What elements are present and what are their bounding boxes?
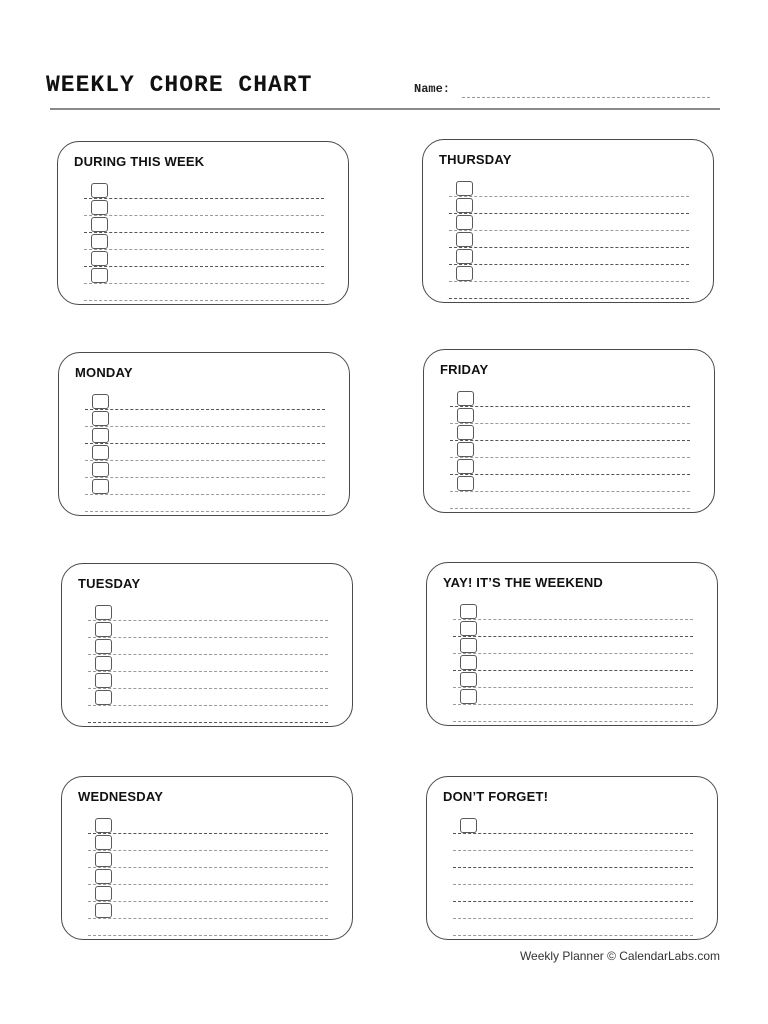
header-divider: [50, 108, 720, 110]
card-during-this-week: [57, 141, 349, 305]
chore-line[interactable]: [88, 654, 328, 655]
chore-line[interactable]: [453, 687, 693, 688]
chore-line[interactable]: [453, 884, 693, 885]
chore-checkbox[interactable]: [460, 621, 477, 636]
chore-checkbox[interactable]: [92, 394, 109, 409]
chore-checkbox[interactable]: [95, 656, 112, 671]
chore-line[interactable]: [84, 266, 324, 267]
chore-line[interactable]: [453, 653, 693, 654]
chore-checkbox[interactable]: [95, 835, 112, 850]
chore-line[interactable]: [85, 494, 325, 495]
chore-line[interactable]: [453, 918, 693, 919]
chore-line[interactable]: [84, 249, 324, 250]
chore-checkbox[interactable]: [457, 391, 474, 406]
chore-checkbox[interactable]: [460, 689, 477, 704]
chore-line[interactable]: [88, 722, 328, 723]
chore-checkbox[interactable]: [460, 638, 477, 653]
chore-checkbox[interactable]: [91, 234, 108, 249]
chore-line[interactable]: [88, 918, 328, 919]
card-title-tuesday: TUESDAY: [78, 576, 141, 591]
chore-checkbox[interactable]: [460, 818, 477, 833]
chore-line[interactable]: [453, 850, 693, 851]
chore-checkbox[interactable]: [460, 655, 477, 670]
chore-line[interactable]: [85, 477, 325, 478]
chore-line[interactable]: [84, 232, 324, 233]
chore-line[interactable]: [453, 901, 693, 902]
chore-checkbox[interactable]: [95, 869, 112, 884]
chore-checkbox[interactable]: [456, 215, 473, 230]
chore-line[interactable]: [88, 867, 328, 868]
chore-line[interactable]: [85, 426, 325, 427]
chore-line[interactable]: [84, 215, 324, 216]
chore-checkbox[interactable]: [95, 886, 112, 901]
chore-line[interactable]: [453, 619, 693, 620]
chore-line[interactable]: [450, 474, 690, 475]
name-input-line[interactable]: [462, 97, 710, 98]
chore-checkbox[interactable]: [456, 181, 473, 196]
chore-checkbox[interactable]: [95, 852, 112, 867]
card-title-thursday: THURSDAY: [439, 152, 512, 167]
chore-checkbox[interactable]: [457, 408, 474, 423]
chore-line[interactable]: [450, 457, 690, 458]
chore-line[interactable]: [453, 833, 693, 834]
chore-checkbox[interactable]: [457, 459, 474, 474]
chore-line[interactable]: [453, 867, 693, 868]
card-tuesday: [61, 563, 353, 727]
chore-line[interactable]: [88, 833, 328, 834]
chore-checkbox[interactable]: [457, 476, 474, 491]
card-thursday: [422, 139, 714, 303]
chore-checkbox[interactable]: [92, 479, 109, 494]
chore-line[interactable]: [88, 620, 328, 621]
chore-line[interactable]: [84, 198, 324, 199]
chore-checkbox[interactable]: [91, 200, 108, 215]
chore-line[interactable]: [453, 636, 693, 637]
chore-line[interactable]: [85, 443, 325, 444]
chore-line[interactable]: [88, 671, 328, 672]
chore-line[interactable]: [449, 213, 689, 214]
chore-line[interactable]: [450, 440, 690, 441]
chore-checkbox[interactable]: [91, 268, 108, 283]
chore-line[interactable]: [88, 884, 328, 885]
chore-checkbox[interactable]: [95, 690, 112, 705]
chore-checkbox[interactable]: [92, 445, 109, 460]
chore-checkbox[interactable]: [95, 673, 112, 688]
chore-checkbox[interactable]: [91, 251, 108, 266]
chore-line[interactable]: [450, 491, 690, 492]
chore-line[interactable]: [449, 247, 689, 248]
card-title-weekend: YAY! IT’S THE WEEKEND: [443, 575, 603, 590]
chore-line[interactable]: [450, 406, 690, 407]
chore-line[interactable]: [450, 423, 690, 424]
chore-checkbox[interactable]: [95, 903, 112, 918]
chore-checkbox[interactable]: [457, 425, 474, 440]
card-monday: [58, 352, 350, 516]
chore-checkbox[interactable]: [456, 249, 473, 264]
chore-line[interactable]: [85, 511, 325, 512]
chore-line[interactable]: [88, 850, 328, 851]
chore-checkbox[interactable]: [460, 672, 477, 687]
card-friday: [423, 349, 715, 513]
chore-checkbox[interactable]: [95, 639, 112, 654]
chore-line[interactable]: [85, 460, 325, 461]
chore-checkbox[interactable]: [95, 622, 112, 637]
chore-checkbox[interactable]: [460, 604, 477, 619]
chore-line[interactable]: [449, 264, 689, 265]
card-title-during-this-week: DURING THIS WEEK: [74, 154, 205, 169]
chore-line[interactable]: [88, 705, 328, 706]
chore-checkbox[interactable]: [456, 266, 473, 281]
card-title-wednesday: WEDNESDAY: [78, 789, 164, 804]
card-wednesday: [61, 776, 353, 940]
chore-line[interactable]: [450, 508, 690, 509]
card-title-dont-forget: DON’T FORGET!: [443, 789, 549, 804]
chore-line[interactable]: [449, 298, 689, 299]
chore-line[interactable]: [449, 196, 689, 197]
chore-checkbox[interactable]: [456, 232, 473, 247]
chore-checkbox[interactable]: [457, 442, 474, 457]
card-weekend: [426, 562, 718, 726]
chore-checkbox[interactable]: [92, 411, 109, 426]
chore-line[interactable]: [449, 281, 689, 282]
chore-checkbox[interactable]: [91, 183, 108, 198]
chore-checkbox[interactable]: [91, 217, 108, 232]
chore-line[interactable]: [88, 637, 328, 638]
chore-line[interactable]: [88, 688, 328, 689]
chore-line[interactable]: [88, 935, 328, 936]
card-title-friday: FRIDAY: [440, 362, 489, 377]
chore-line[interactable]: [84, 283, 324, 284]
page-title: WEEKLY CHORE CHART: [46, 72, 313, 98]
chore-line[interactable]: [453, 670, 693, 671]
card-dont-forget: [426, 776, 718, 940]
chore-checkbox[interactable]: [95, 818, 112, 833]
chore-line[interactable]: [84, 300, 324, 301]
chore-checkbox[interactable]: [92, 462, 109, 477]
chore-line[interactable]: [85, 409, 325, 410]
chore-line[interactable]: [453, 721, 693, 722]
chore-checkbox[interactable]: [92, 428, 109, 443]
chore-line[interactable]: [88, 901, 328, 902]
chore-checkbox[interactable]: [95, 605, 112, 620]
chore-line[interactable]: [453, 935, 693, 936]
chore-checkbox[interactable]: [456, 198, 473, 213]
card-title-monday: MONDAY: [75, 365, 133, 380]
chore-line[interactable]: [453, 704, 693, 705]
footer-credit: Weekly Planner © CalendarLabs.com: [519, 949, 720, 963]
name-label: Name:: [414, 82, 451, 96]
chore-line[interactable]: [449, 230, 689, 231]
